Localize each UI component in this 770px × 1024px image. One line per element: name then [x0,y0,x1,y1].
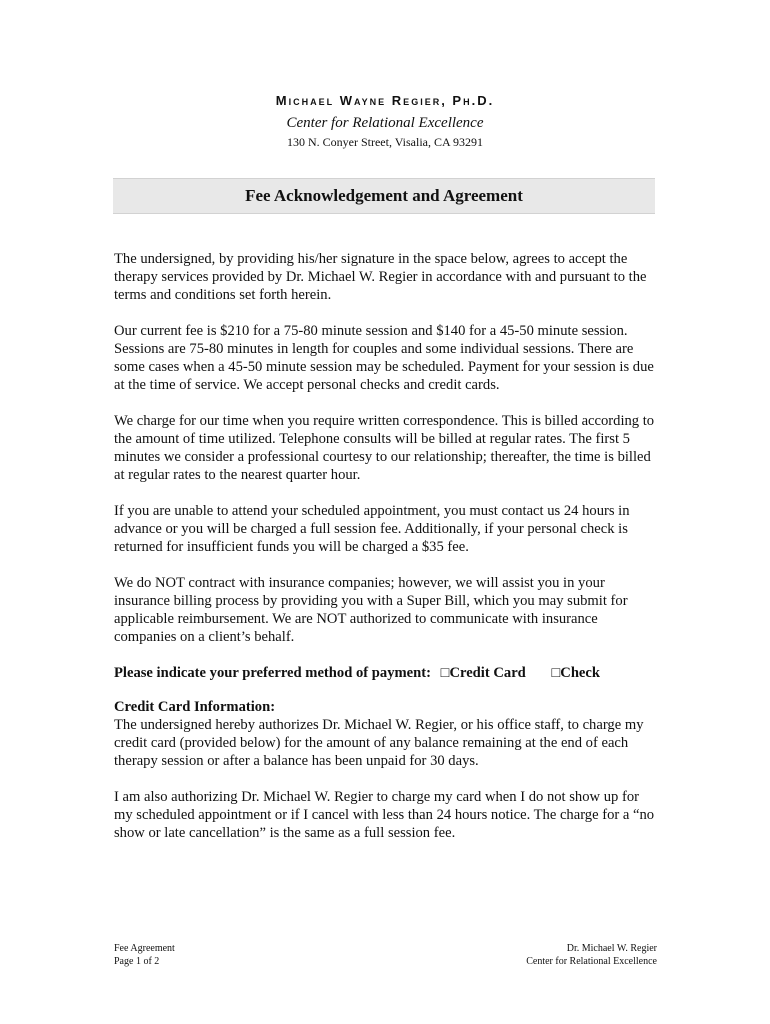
paragraph-correspondence: We charge for our time when you require written correspondence. This is billed according to the amount of time utilized. Telephone consults will be billed at regular rates. The first 5 minutes we consider a professional courtesy to our relationship; thereafter, the time is billed at regular rates to the nearest quarter hour. [114,413,655,483]
check-checkbox[interactable]: □ [551,665,561,681]
footer-author: Dr. Michael W. Regier [566,943,657,954]
credit-card-section [114,698,659,770]
credit-card-checkbox[interactable]: □ [440,665,450,681]
footer-organization: Center for Relational Excellence [526,956,657,967]
no-show-authorization: I am also authorizing Dr. Michael W. Regier to charge my card when I do not show up for my scheduled appointment or if I cancel with less than 24 hours notice. The charge for a “no show or late cancellation” is the same as a full session fee. [114,789,655,841]
check-label: Check [560,665,601,681]
letterhead-name: Michael Wayne Regier, Ph.D. [275,93,495,108]
credit-card-authorization: The undersigned hereby authorizes Dr. Michael W. Regier, or his office staff, to charge my credit card (provided below) for the amount of any balance remaining at the end of each therapy session or after a balance has been unpaid for 30 days. [114,717,644,769]
payment-prompt: Please indicate your preferred method of payment: [114,665,431,681]
footer-right [526,942,657,968]
paragraph-fees: Our current fee is $210 for a 75-80 minute session and $140 for a 45-50 minute session. Sessions are 75-80 minutes in length for couples and some individual sessions. There are some cases when a 45-50 minute session may be scheduled. Payment for your session is due at the time of service. We accept personal checks and credit cards. [114,323,654,393]
credit-card-heading: Credit Card Information: [114,699,276,715]
letterhead [0,92,770,150]
paragraph-agreement: The undersigned, by providing his/her signature in the space below, agrees to accept the therapy services provided by Dr. Michael W. Regier in accordance with and pursuant to the terms and conditions set forth herein. [114,251,647,303]
paragraph-cancellation: If you are unable to attend your scheduled appointment, you must contact us 24 hours in advance or you will be charged a full session fee. Additionally, if your personal check is returned for insufficient funds you will be charged a $35 fee. [114,503,630,555]
check-option[interactable] [551,665,600,681]
footer-left [114,942,175,968]
credit-card-label: Credit Card [449,665,526,681]
footer-page-number: Page 1 of 2 [114,956,160,967]
credit-card-option[interactable] [441,665,526,681]
title-bar [113,178,655,214]
document-title: Fee Acknowledgement and Agreement [245,186,523,205]
paragraph-insurance: We do NOT contract with insurance companies; however, we will assist you in your insurance billing process by providing you with a Super Bill, which you may submit for applicable reimbursement. We are NOT authorized to communicate with insurance companies on a client’s behalf. [114,575,628,645]
payment-method-line [114,664,659,682]
letterhead-address: 130 N. Conyer Street, Visalia, CA 93291 [286,135,484,149]
letterhead-center: Center for Relational Excellence [286,115,484,131]
footer-doc-name: Fee Agreement [114,943,175,954]
document-body [114,250,659,860]
